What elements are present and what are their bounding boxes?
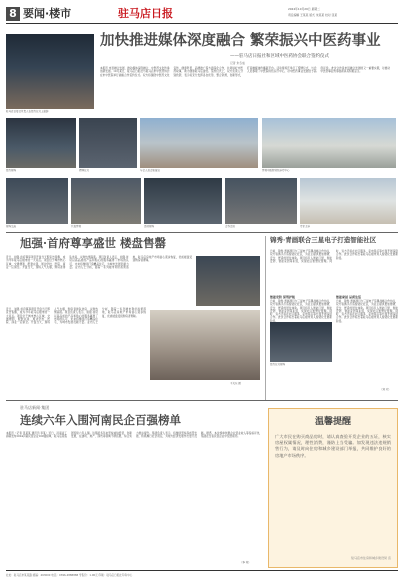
story3-body-2: 日前，锦秀·青画项目与三星电子签署战略合作协议，双方将携手打造智能化社区，为业主提供更加便捷、安全、舒适的居住体验。项目将引入智能门禁、智能安防、智能家居等系统，实现社区智慧化管理。同时，双方还将在社区服务、家电售后等方面开展深度合作。此次合作标志着驻马店楼市进入智能化发展新 (270, 300, 332, 320)
story4-kicker: 驻马店新闻·集团 (20, 405, 50, 410)
story4-body: 本报讯（记者 张某某 通讯员 李某）近日，河南省工商联发布2024河南民营企业100强榜单，驻马店某集团连续六年入围。该集团多年来坚持诚信经营、创新发展，在建筑、地产、商贸等领域不断拓展，综合实力稳步提升。集团负责人表示，将继续坚持高质量发展，积极履行社会责任，为地方经济发展作出更大贡献。据悉，本次榜单依据企业营业收入等指标评选，集团在全省民营企业中位居前列。 (6, 432, 262, 439)
section-title: 要闻·楼市 (23, 7, 72, 20)
lead-photo-4 (140, 118, 258, 168)
date-line: 2024年10月29日 星期二 (288, 7, 320, 11)
story3-photo (270, 322, 332, 362)
story2-caption: 王关东 摄 (230, 382, 241, 385)
story4-headline: 连续六年入围河南民企百强榜单 (20, 413, 181, 427)
lead-photo-main (6, 34, 94, 109)
lead-caption-5: 参观中医院特色诊疗中心 (262, 169, 290, 172)
lead-photo-7 (71, 178, 141, 224)
lead-headline: 加快推进媒体深度融合 繁荣振兴中医药事业 (100, 32, 381, 49)
masthead-rule (6, 23, 398, 24)
story2-body: 近日，旭强·首府尊享项目开盘当天即宣告售罄，成为今年驻马店楼市的一大亮点。项目位于城市核心区域，交通便利，配套完善，周边学校、医院、商业一应俱全。开盘当天，现场人气火爆，购房者排队选房，认购热情高涨。项目负责人表示，旭强·首府以高品质的产品和贴心的服务赢得了市场的认可，未来将继续打造精品住宅，为城市发展贡献力量。业内人士分析，随着一系列楼市利好政策落地，驻马店房地产市场信心逐步恢复，优质楼盘受到购房者青睐。 (6, 256, 192, 269)
story2-body-b: 近日，旭强·首府尊享项目开盘当天即宣告售罄，成为今年驻马店楼市的一大亮点。项目位于城市核心区域，交通便利，配套完善，周边学校、医院、商业一应俱全。开盘当天，现场人气火爆，购房者排队选房，认购热情高涨。项目负责人表示，旭强·首府以高品质的产品和贴心的服务赢得了市场的认可，未来将继续打造精品住宅，为城市发展贡献力量。业内人士分析，随着一系列楼市利好政策落地，驻马店房地产市场信心逐步恢复，优质楼盘受到购房者青睐。 (6, 308, 146, 325)
lead-body: 本报讯 市县融合发展，推动媒体深度融合，中医药文化传承创新发展。10月某日，驻马店日报社与驻马店市中医药协会在市中医院举行战略合作签约仪式。双方将围绕中医药文化宣传、健康科普、品牌推广等方面深化合作，共同讲好中医药故事，助力健康驻马店建设。签约仪式上，双方负责人分别致辞，表示将充分发挥各自优势，整合资源，创新形式，打造融媒体传播新平台。活动现场还举行了授牌仪式，与会人员参观了中医院特色诊疗中心，对中医药事业发展给予高度评价。此次合作是市县融合发展的又一重要实践，对推动中医药事业传承创新具有积极意义。 (100, 67, 390, 77)
lead-caption-1: 驻马店日报社负责人在签约仪式上致辞 (6, 110, 49, 113)
lead-caption-7: 代表参观 (71, 225, 82, 228)
lead-caption-4: 与会人员合影留念 (140, 169, 161, 172)
lead-photo-8 (144, 178, 222, 224)
lead-byline: 记者 朱冬成 (230, 61, 245, 65)
story3-body: 日前，锦秀·青画项目与三星电子签署战略合作协议，双方将携手打造智能化社区，为业主提供更加便捷、安全、舒适的居住体验。项目将引入智能门禁、智能安防、智能家居等系统，实现社区智慧化管理。同时，双方还将在社区服务、家电售后等方面开展深度合作。此次合作标志着驻马店楼市进入智能化发展新阶段。 (270, 250, 398, 263)
lead-caption-8: 活动现场 (144, 225, 155, 228)
lead-subhead: ——驻马店日报社和区域中医药协会联合签约仪式 (230, 54, 329, 59)
lead-photo-5 (262, 118, 396, 168)
story2-photo-1 (196, 256, 260, 306)
story2-photo-2 (150, 310, 260, 380)
lead-photo-2 (6, 118, 76, 168)
lead-photo-6 (6, 178, 68, 224)
page-number: 8 (6, 7, 20, 21)
paper-logo: 驻马店日报 (118, 7, 173, 20)
footer-rule (6, 570, 398, 571)
story3-end: （刘 欢） (380, 388, 391, 391)
lead-caption-3: 授牌仪式 (79, 169, 90, 172)
lead-photo-10 (300, 178, 396, 224)
lead-caption-9: 合作洽谈 (225, 225, 236, 228)
story4-tail: （李 某） (240, 561, 251, 564)
footer-text: 社址：驻马店市某某路 邮编：463000 电话：0396-2888888 零售价：1.00元 印刷：驻马店日报社印务中心 (6, 574, 133, 577)
story2-headline: 旭强·首府尊享盛世 楼盘售罄 (20, 236, 167, 250)
column-divider (265, 236, 266, 401)
story3-subhead-2: 智能家居 品质生活 (336, 295, 362, 299)
story3-headline: 锦秀·青画联合三星电子打造智能社区 (270, 236, 377, 244)
meta-line: 责任编辑 王某某 版式 朱某某 校对 张某 (288, 13, 338, 17)
lead-caption-6: 现场交流 (6, 225, 17, 228)
lead-photo-9 (225, 178, 297, 224)
lead-photo-3 (79, 118, 137, 168)
section-divider-1 (6, 232, 398, 233)
lead-caption-2: 签约现场 (6, 169, 17, 172)
section-divider-2 (6, 400, 398, 401)
story3-subhead-1: 智能安防 保驾护航 (270, 295, 296, 299)
story3-caption: 签约仪式现场 (270, 363, 286, 366)
notice-body: 广大市民在购买商品房时，请认真查验开发企业的五证，核实房屋权属情况，理性消费，谨防上当受骗。如发现违法违规销售行为，请及时向住房和城乡建设部门举报，共同维护良好的房地产市场秩序。 (275, 434, 391, 458)
story3-body-3: 日前，锦秀·青画项目与三星电子签署战略合作协议，双方将携手打造智能化社区，为业主提供更加便捷、安全、舒适的居住体验。项目将引入智能门禁、智能安防、智能家居等系统，实现社区智慧化管理。同时，双方还将在社区服务、家电售后等方面开展深度合作。此次合作标志着驻马店楼市进入智能化发展新阶段。 (336, 300, 398, 323)
notice-footer: 驻马店市住房和城乡建设局 宣 (351, 556, 391, 560)
lead-caption-10: 专家义诊 (300, 225, 311, 228)
notice-title: 温馨提醒 (314, 417, 351, 427)
